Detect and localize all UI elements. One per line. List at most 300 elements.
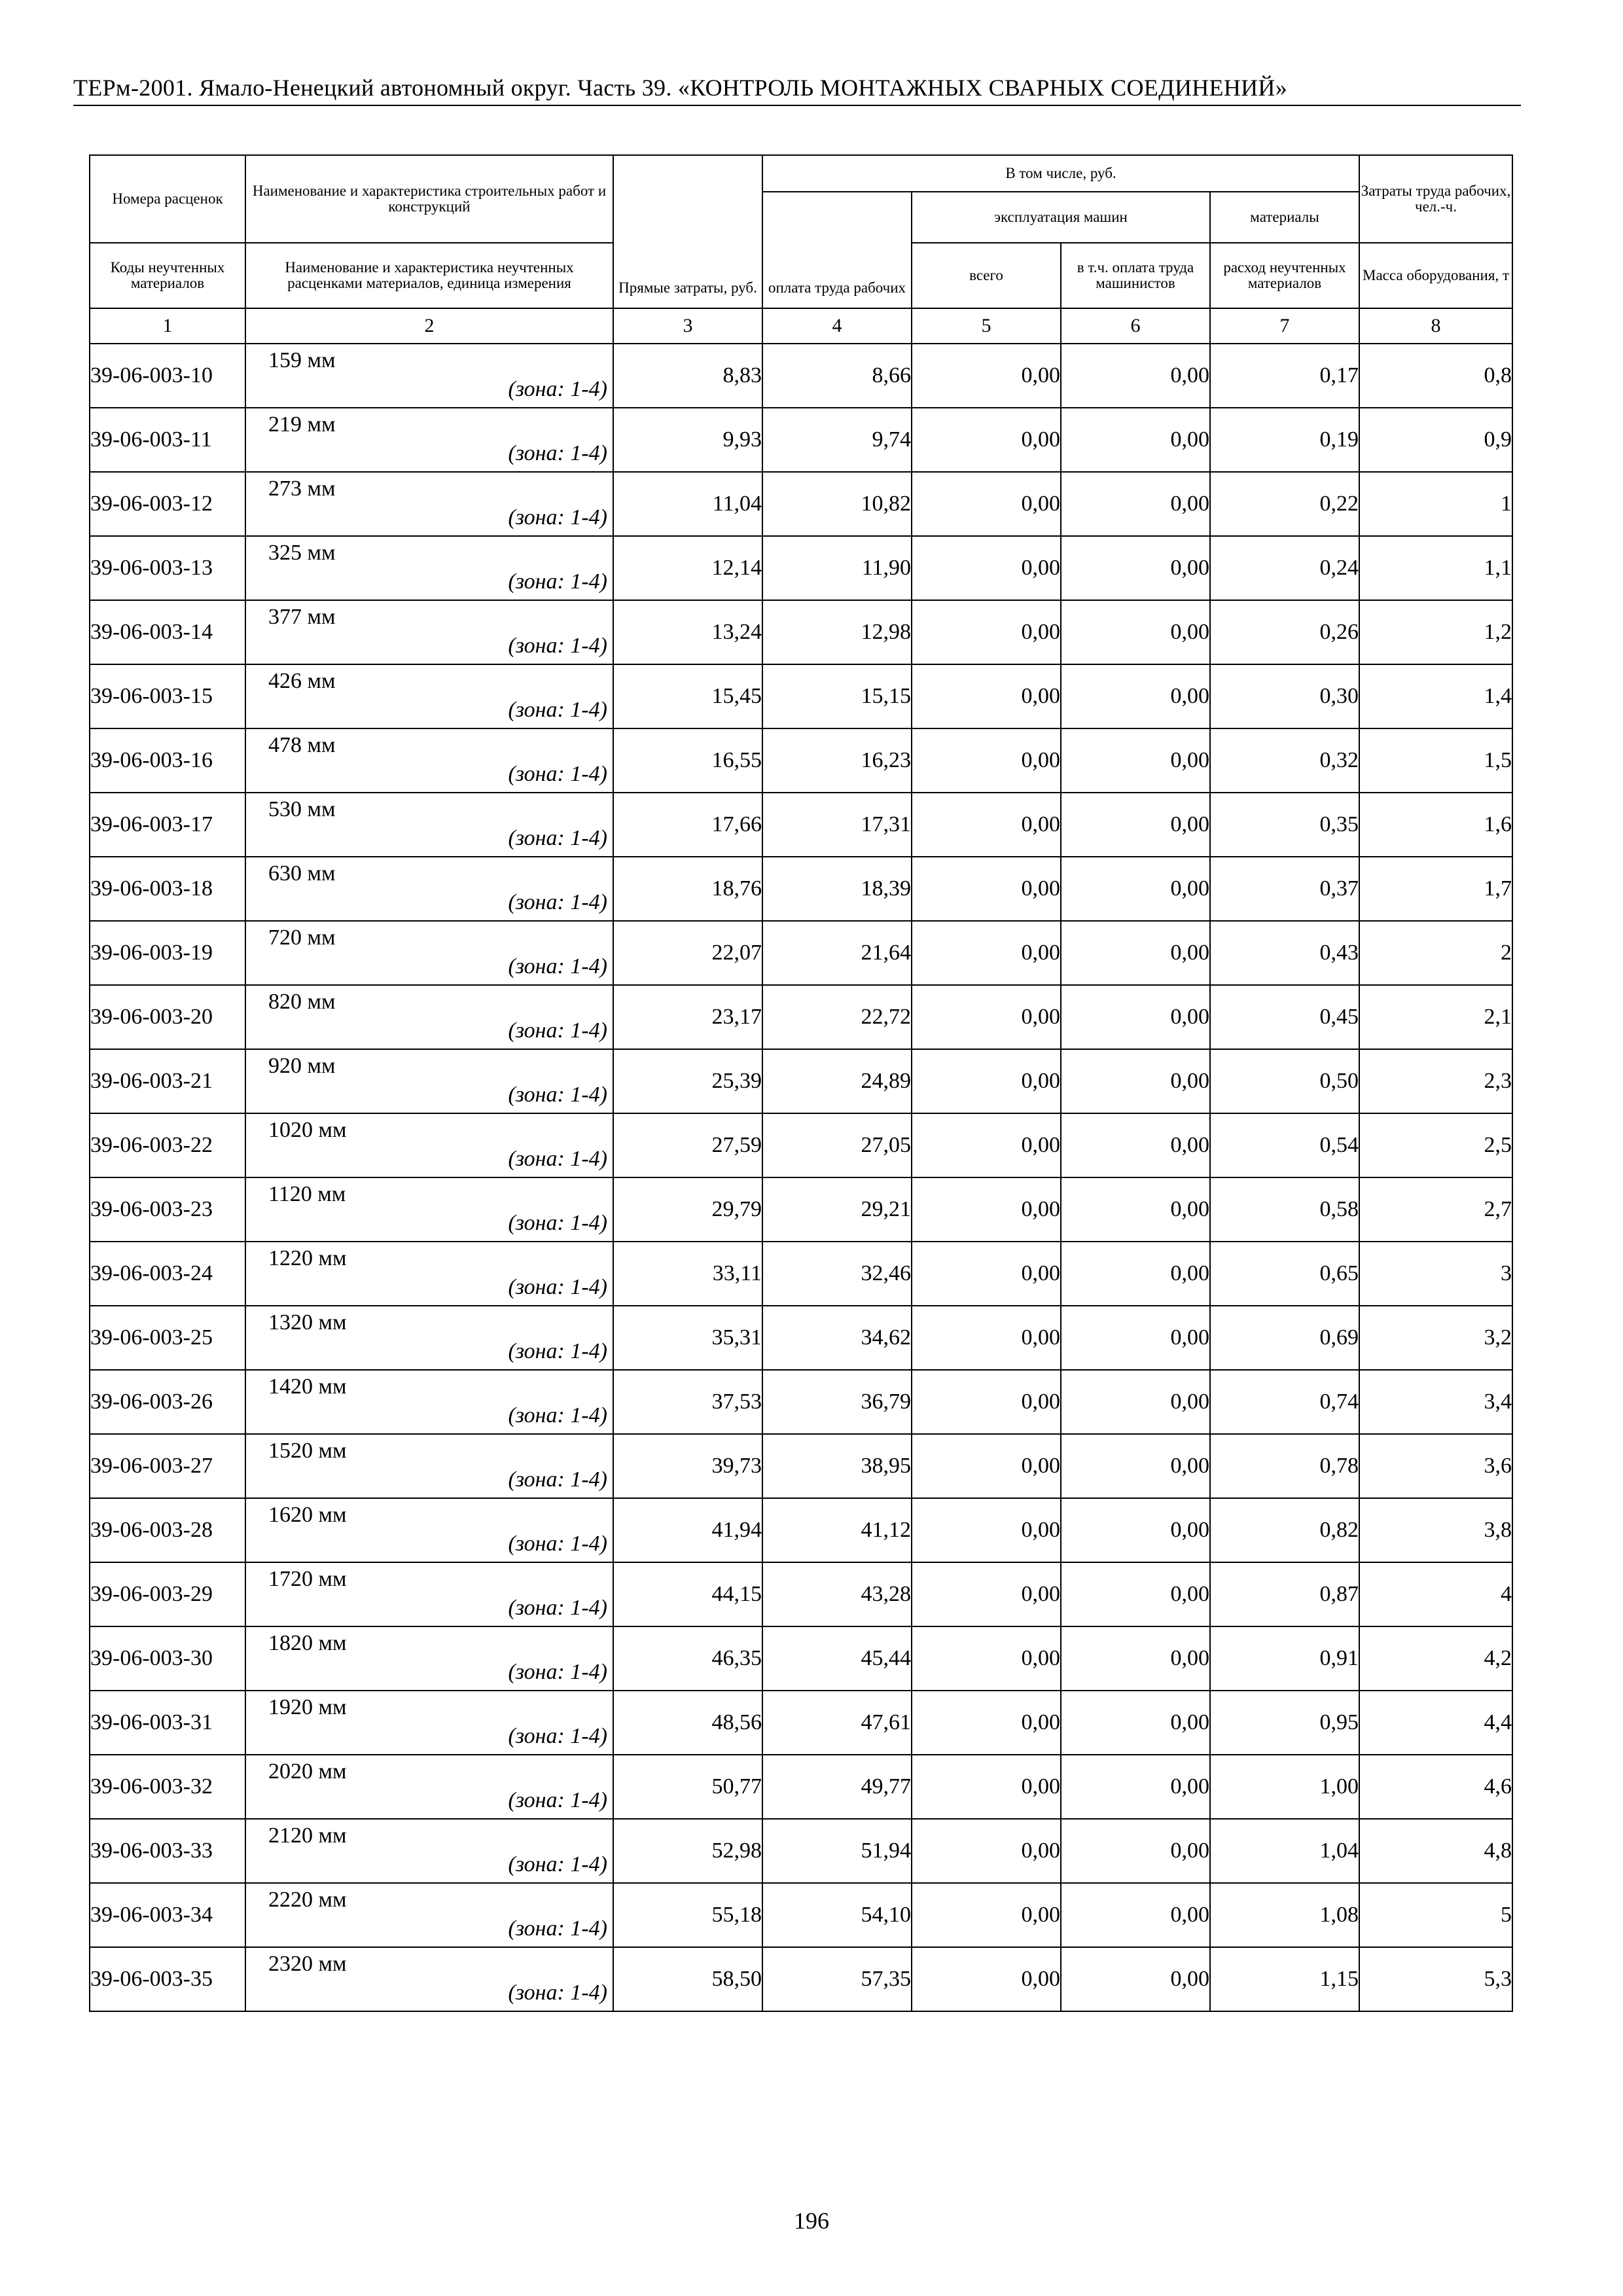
table-row (90, 344, 1512, 408)
table-row (90, 1370, 1512, 1434)
materials-value: 0,78 (1210, 1434, 1359, 1498)
machine-operation-value: 0,00 (912, 1691, 1061, 1755)
header-work-name: Наименование и характеристика строительных работ и конструкций (245, 155, 613, 243)
work-name-cell (245, 1947, 613, 2011)
pipe-diameter: 1020 мм (268, 1118, 347, 1142)
materials-value: 1,15 (1210, 1947, 1359, 2011)
table-row (90, 1049, 1512, 1113)
work-name-cell (245, 472, 613, 536)
work-name-cell (245, 664, 613, 728)
work-name-cell (245, 1049, 613, 1113)
zone-label: (зона: 1-4) (508, 1403, 607, 1427)
work-name-cell (245, 1755, 613, 1819)
direct-costs-value: 55,18 (613, 1883, 762, 1947)
machine-operation-value: 0,00 (912, 344, 1061, 408)
machine-operation-value: 0,00 (912, 1819, 1061, 1883)
materials-value: 0,26 (1210, 600, 1359, 664)
materials-value: 0,91 (1210, 1626, 1359, 1691)
machinist-pay-value: 0,00 (1061, 1947, 1210, 2011)
work-name-cell (245, 536, 613, 600)
rate-code: 39-06-003-16 (90, 728, 245, 793)
header-labor-pay: оплата труда рабочих (762, 192, 912, 308)
table-row (90, 1947, 1512, 2011)
page-header: ТЕРм-2001. Ямало-Ненецкий автономный округ. Часть 39. «КОНТРОЛЬ МОНТАЖНЫХ СВАРНЫХ СОЕДИНЕНИЙ» (73, 75, 1288, 101)
column-number: 5 (912, 308, 1061, 344)
work-name-cell (245, 600, 613, 664)
column-number: 4 (762, 308, 912, 344)
table-row (90, 1883, 1512, 1947)
table-row (90, 1755, 1512, 1819)
header-unaccounted-consumption: расход неучтенных материалов (1210, 243, 1359, 308)
table-row (90, 472, 1512, 536)
materials-value: 0,35 (1210, 793, 1359, 857)
table-row (90, 664, 1512, 728)
pipe-diameter: 219 мм (268, 412, 336, 437)
zone-label: (зона: 1-4) (508, 1852, 607, 1876)
materials-value: 1,04 (1210, 1819, 1359, 1883)
labor-costs-value: 3 (1359, 1242, 1512, 1306)
pipe-diameter: 2320 мм (268, 1952, 347, 1976)
zone-label: (зона: 1-4) (508, 1211, 607, 1235)
labor-pay-value: 41,12 (762, 1498, 912, 1562)
work-name-cell (245, 1562, 613, 1626)
pipe-diameter: 1420 мм (268, 1374, 347, 1399)
machine-operation-value: 0,00 (912, 1498, 1061, 1562)
pipe-diameter: 325 мм (268, 541, 336, 565)
column-number: 8 (1359, 308, 1512, 344)
labor-pay-value: 36,79 (762, 1370, 912, 1434)
table-row (90, 1434, 1512, 1498)
zone-label: (зона: 1-4) (508, 1018, 607, 1043)
work-name-cell (245, 408, 613, 472)
table-row (90, 408, 1512, 472)
machinist-pay-value: 0,00 (1061, 1562, 1210, 1626)
labor-pay-value: 47,61 (762, 1691, 912, 1755)
rate-code: 39-06-003-12 (90, 472, 245, 536)
column-number: 1 (90, 308, 245, 344)
direct-costs-value: 33,11 (613, 1242, 762, 1306)
zone-label: (зона: 1-4) (508, 698, 607, 722)
machinist-pay-value: 0,00 (1061, 1370, 1210, 1434)
rate-code: 39-06-003-14 (90, 600, 245, 664)
rate-code: 39-06-003-29 (90, 1562, 245, 1626)
zone-label: (зона: 1-4) (508, 1660, 607, 1684)
machinist-pay-value: 0,00 (1061, 1819, 1210, 1883)
pipe-diameter: 920 мм (268, 1054, 336, 1078)
labor-pay-value: 15,15 (762, 664, 912, 728)
table-row (90, 1691, 1512, 1755)
labor-costs-value: 4 (1359, 1562, 1512, 1626)
labor-costs-value: 1,1 (1359, 536, 1512, 600)
direct-costs-value: 44,15 (613, 1562, 762, 1626)
header-machine-operation: эксплуатация машин (912, 192, 1210, 243)
zone-label: (зона: 1-4) (508, 1339, 607, 1363)
labor-pay-value: 32,46 (762, 1242, 912, 1306)
materials-value: 0,45 (1210, 985, 1359, 1049)
table-row (90, 728, 1512, 793)
work-name-cell (245, 1819, 613, 1883)
pipe-diameter: 1720 мм (268, 1567, 347, 1591)
labor-pay-value: 43,28 (762, 1562, 912, 1626)
table-body (90, 344, 1512, 2011)
header-direct-costs: Прямые затраты, руб. (613, 155, 762, 308)
materials-value: 0,32 (1210, 728, 1359, 793)
pipe-diameter: 1120 мм (268, 1182, 346, 1206)
zone-label: (зона: 1-4) (508, 1275, 607, 1299)
machinist-pay-value: 0,00 (1061, 1306, 1210, 1370)
zone-label: (зона: 1-4) (508, 1467, 607, 1492)
direct-costs-value: 58,50 (613, 1947, 762, 2011)
labor-costs-value: 0,8 (1359, 344, 1512, 408)
direct-costs-value: 52,98 (613, 1819, 762, 1883)
labor-pay-value: 51,94 (762, 1819, 912, 1883)
rate-code: 39-06-003-13 (90, 536, 245, 600)
machinist-pay-value: 0,00 (1061, 1177, 1210, 1242)
direct-costs-value: 11,04 (613, 472, 762, 536)
work-name-cell (245, 1306, 613, 1370)
pipe-diameter: 159 мм (268, 348, 336, 372)
header-rate-number: Номера расценок (90, 155, 245, 243)
rate-code: 39-06-003-21 (90, 1049, 245, 1113)
zone-label: (зона: 1-4) (508, 1083, 607, 1107)
zone-label: (зона: 1-4) (508, 1532, 607, 1556)
direct-costs-value: 25,39 (613, 1049, 762, 1113)
materials-value: 0,50 (1210, 1049, 1359, 1113)
header-unaccounted-codes: Коды неучтенных материалов (90, 243, 245, 308)
machine-operation-value: 0,00 (912, 1626, 1061, 1691)
labor-costs-value: 5,3 (1359, 1947, 1512, 2011)
machinist-pay-value: 0,00 (1061, 1626, 1210, 1691)
zone-label: (зона: 1-4) (508, 1147, 607, 1171)
direct-costs-value: 15,45 (613, 664, 762, 728)
labor-costs-value: 3,6 (1359, 1434, 1512, 1498)
table-row (90, 1177, 1512, 1242)
machine-operation-value: 0,00 (912, 793, 1061, 857)
machine-operation-value: 0,00 (912, 536, 1061, 600)
table-row (90, 536, 1512, 600)
machinist-pay-value: 0,00 (1061, 985, 1210, 1049)
column-number: 2 (245, 308, 613, 344)
rate-code: 39-06-003-22 (90, 1113, 245, 1177)
table-row (90, 600, 1512, 664)
labor-costs-value: 1,4 (1359, 664, 1512, 728)
labor-costs-value: 1,7 (1359, 857, 1512, 921)
machine-operation-value: 0,00 (912, 1947, 1061, 2011)
rate-code: 39-06-003-34 (90, 1883, 245, 1947)
direct-costs-value: 16,55 (613, 728, 762, 793)
table-row (90, 1626, 1512, 1691)
labor-pay-value: 34,62 (762, 1306, 912, 1370)
pipe-diameter: 720 мм (268, 925, 336, 950)
pipe-diameter: 1520 мм (268, 1439, 347, 1463)
materials-value: 1,08 (1210, 1883, 1359, 1947)
direct-costs-value: 13,24 (613, 600, 762, 664)
header-materials: материалы (1210, 192, 1359, 243)
machinist-pay-value: 0,00 (1061, 600, 1210, 664)
labor-pay-value: 11,90 (762, 536, 912, 600)
direct-costs-value: 29,79 (613, 1177, 762, 1242)
direct-costs-value: 9,93 (613, 408, 762, 472)
work-name-cell (245, 1177, 613, 1242)
machinist-pay-value: 0,00 (1061, 793, 1210, 857)
labor-pay-value: 27,05 (762, 1113, 912, 1177)
zone-label: (зона: 1-4) (508, 569, 607, 594)
header-divider (73, 105, 1521, 106)
pipe-diameter: 2120 мм (268, 1823, 347, 1848)
pipe-diameter: 2020 мм (268, 1759, 347, 1784)
machinist-pay-value: 0,00 (1061, 344, 1210, 408)
zone-label: (зона: 1-4) (508, 505, 607, 529)
machine-operation-value: 0,00 (912, 857, 1061, 921)
rate-code: 39-06-003-10 (90, 344, 245, 408)
rate-code: 39-06-003-24 (90, 1242, 245, 1306)
pipe-diameter: 630 мм (268, 861, 336, 886)
labor-pay-value: 8,66 (762, 344, 912, 408)
machinist-pay-value: 0,00 (1061, 857, 1210, 921)
table-row (90, 1819, 1512, 1883)
labor-costs-value: 2,3 (1359, 1049, 1512, 1113)
materials-value: 0,69 (1210, 1306, 1359, 1370)
materials-value: 0,65 (1210, 1242, 1359, 1306)
zone-label: (зона: 1-4) (508, 441, 607, 465)
machinist-pay-value: 0,00 (1061, 1755, 1210, 1819)
machinist-pay-value: 0,00 (1061, 408, 1210, 472)
header-equipment-mass: Масса оборудования, т (1359, 243, 1512, 308)
machinist-pay-value: 0,00 (1061, 1883, 1210, 1947)
page-number: 196 (794, 2208, 829, 2234)
labor-pay-value: 12,98 (762, 600, 912, 664)
machine-operation-value: 0,00 (912, 1049, 1061, 1113)
work-name-cell (245, 344, 613, 408)
rate-code: 39-06-003-27 (90, 1434, 245, 1498)
machine-operation-value: 0,00 (912, 472, 1061, 536)
pipe-diameter: 1920 мм (268, 1695, 347, 1719)
header-incl-machinist-pay: в т.ч. оплата труда машинистов (1061, 243, 1210, 308)
zone-label: (зона: 1-4) (508, 1981, 607, 2005)
work-name-cell (245, 985, 613, 1049)
machine-operation-value: 0,00 (912, 728, 1061, 793)
pipe-diameter: 820 мм (268, 990, 336, 1014)
table-row (90, 985, 1512, 1049)
machine-operation-value: 0,00 (912, 1113, 1061, 1177)
pipe-diameter: 2220 мм (268, 1888, 347, 1912)
zone-label: (зона: 1-4) (508, 634, 607, 658)
work-name-cell (245, 1883, 613, 1947)
labor-pay-value: 57,35 (762, 1947, 912, 2011)
labor-costs-value: 2 (1359, 921, 1512, 985)
direct-costs-value: 12,14 (613, 536, 762, 600)
work-name-cell (245, 921, 613, 985)
work-name-cell (245, 1370, 613, 1434)
labor-costs-value: 4,2 (1359, 1626, 1512, 1691)
work-name-cell (245, 1113, 613, 1177)
labor-costs-value: 5 (1359, 1883, 1512, 1947)
rates-table (89, 154, 1513, 2012)
work-name-cell (245, 1691, 613, 1755)
labor-pay-value: 49,77 (762, 1755, 912, 1819)
labor-pay-value: 17,31 (762, 793, 912, 857)
zone-label: (зона: 1-4) (508, 954, 607, 978)
machinist-pay-value: 0,00 (1061, 1434, 1210, 1498)
labor-costs-value: 1,6 (1359, 793, 1512, 857)
direct-costs-value: 50,77 (613, 1755, 762, 1819)
materials-value: 0,95 (1210, 1691, 1359, 1755)
machinist-pay-value: 0,00 (1061, 1691, 1210, 1755)
labor-pay-value: 21,64 (762, 921, 912, 985)
pipe-diameter: 273 мм (268, 476, 336, 501)
table-row (90, 1113, 1512, 1177)
materials-value: 0,37 (1210, 857, 1359, 921)
materials-value: 0,22 (1210, 472, 1359, 536)
materials-value: 0,54 (1210, 1113, 1359, 1177)
labor-costs-value: 3,8 (1359, 1498, 1512, 1562)
zone-label: (зона: 1-4) (508, 1788, 607, 1812)
work-name-cell (245, 1498, 613, 1562)
labor-costs-value: 2,1 (1359, 985, 1512, 1049)
direct-costs-value: 37,53 (613, 1370, 762, 1434)
labor-pay-value: 24,89 (762, 1049, 912, 1113)
machinist-pay-value: 0,00 (1061, 1498, 1210, 1562)
rate-code: 39-06-003-31 (90, 1691, 245, 1755)
machinist-pay-value: 0,00 (1061, 1113, 1210, 1177)
work-name-cell (245, 1242, 613, 1306)
labor-pay-value: 22,72 (762, 985, 912, 1049)
materials-value: 1,00 (1210, 1755, 1359, 1819)
machinist-pay-value: 0,00 (1061, 1242, 1210, 1306)
machinist-pay-value: 0,00 (1061, 921, 1210, 985)
zone-label: (зона: 1-4) (508, 377, 607, 401)
machinist-pay-value: 0,00 (1061, 664, 1210, 728)
table-row (90, 1306, 1512, 1370)
work-name-cell (245, 1434, 613, 1498)
labor-costs-value: 0,9 (1359, 408, 1512, 472)
work-name-cell (245, 1626, 613, 1691)
zone-label: (зона: 1-4) (508, 826, 607, 850)
rate-code: 39-06-003-32 (90, 1755, 245, 1819)
rate-code: 39-06-003-15 (90, 664, 245, 728)
header-labor-costs: Затраты труда рабочих, чел.-ч. (1359, 155, 1512, 243)
labor-costs-value: 3,4 (1359, 1370, 1512, 1434)
header-including: В том числе, руб. (762, 155, 1359, 192)
machine-operation-value: 0,00 (912, 1242, 1061, 1306)
machine-operation-value: 0,00 (912, 921, 1061, 985)
labor-pay-value: 45,44 (762, 1626, 912, 1691)
labor-costs-value: 4,4 (1359, 1691, 1512, 1755)
labor-pay-value: 10,82 (762, 472, 912, 536)
labor-pay-value: 29,21 (762, 1177, 912, 1242)
labor-pay-value: 9,74 (762, 408, 912, 472)
pipe-diameter: 426 мм (268, 669, 336, 693)
machine-operation-value: 0,00 (912, 1434, 1061, 1498)
table-row (90, 921, 1512, 985)
direct-costs-value: 41,94 (613, 1498, 762, 1562)
rate-code: 39-06-003-33 (90, 1819, 245, 1883)
machine-operation-value: 0,00 (912, 664, 1061, 728)
rate-code: 39-06-003-18 (90, 857, 245, 921)
zone-label: (зона: 1-4) (508, 762, 607, 786)
machinist-pay-value: 0,00 (1061, 728, 1210, 793)
column-number: 7 (1210, 308, 1359, 344)
rate-code: 39-06-003-23 (90, 1177, 245, 1242)
rate-code: 39-06-003-35 (90, 1947, 245, 2011)
table-row (90, 1498, 1512, 1562)
direct-costs-value: 22,07 (613, 921, 762, 985)
machine-operation-value: 0,00 (912, 1755, 1061, 1819)
labor-pay-value: 54,10 (762, 1883, 912, 1947)
zone-label: (зона: 1-4) (508, 1916, 607, 1941)
column-number: 3 (613, 308, 762, 344)
pipe-diameter: 1620 мм (268, 1503, 347, 1527)
direct-costs-value: 18,76 (613, 857, 762, 921)
materials-value: 0,87 (1210, 1562, 1359, 1626)
rate-code: 39-06-003-20 (90, 985, 245, 1049)
machine-operation-value: 0,00 (912, 408, 1061, 472)
pipe-diameter: 1220 мм (268, 1246, 347, 1270)
direct-costs-value: 8,83 (613, 344, 762, 408)
table-row (90, 857, 1512, 921)
rate-code: 39-06-003-30 (90, 1626, 245, 1691)
labor-costs-value: 2,7 (1359, 1177, 1512, 1242)
machinist-pay-value: 0,00 (1061, 1049, 1210, 1113)
materials-value: 0,19 (1210, 408, 1359, 472)
machinist-pay-value: 0,00 (1061, 536, 1210, 600)
pipe-diameter: 478 мм (268, 733, 336, 757)
table-row (90, 1242, 1512, 1306)
table-row (90, 793, 1512, 857)
header-unaccounted-name: Наименование и характеристика неучтенных расценками материалов, единица измерения (245, 243, 613, 308)
direct-costs-value: 39,73 (613, 1434, 762, 1498)
work-name-cell (245, 793, 613, 857)
labor-costs-value: 1,2 (1359, 600, 1512, 664)
labor-costs-value: 4,6 (1359, 1755, 1512, 1819)
materials-value: 0,74 (1210, 1370, 1359, 1434)
rate-code: 39-06-003-26 (90, 1370, 245, 1434)
work-name-cell (245, 857, 613, 921)
direct-costs-value: 27,59 (613, 1113, 762, 1177)
labor-costs-value: 2,5 (1359, 1113, 1512, 1177)
direct-costs-value: 48,56 (613, 1691, 762, 1755)
machinist-pay-value: 0,00 (1061, 472, 1210, 536)
work-name-cell (245, 728, 613, 793)
rate-code: 39-06-003-17 (90, 793, 245, 857)
materials-value: 0,30 (1210, 664, 1359, 728)
labor-costs-value: 3,2 (1359, 1306, 1512, 1370)
pipe-diameter: 530 мм (268, 797, 336, 821)
machine-operation-value: 0,00 (912, 1562, 1061, 1626)
table-row (90, 1562, 1512, 1626)
header-total: всего (912, 243, 1061, 308)
direct-costs-value: 35,31 (613, 1306, 762, 1370)
rate-code: 39-06-003-11 (90, 408, 245, 472)
zone-label: (зона: 1-4) (508, 1724, 607, 1748)
materials-value: 0,58 (1210, 1177, 1359, 1242)
materials-value: 0,43 (1210, 921, 1359, 985)
direct-costs-value: 17,66 (613, 793, 762, 857)
rate-code: 39-06-003-28 (90, 1498, 245, 1562)
direct-costs-value: 46,35 (613, 1626, 762, 1691)
machine-operation-value: 0,00 (912, 1306, 1061, 1370)
machine-operation-value: 0,00 (912, 1370, 1061, 1434)
machine-operation-value: 0,00 (912, 600, 1061, 664)
materials-value: 0,82 (1210, 1498, 1359, 1562)
rate-code: 39-06-003-19 (90, 921, 245, 985)
pipe-diameter: 377 мм (268, 605, 336, 629)
zone-label: (зона: 1-4) (508, 1596, 607, 1620)
machine-operation-value: 0,00 (912, 985, 1061, 1049)
labor-costs-value: 4,8 (1359, 1819, 1512, 1883)
direct-costs-value: 23,17 (613, 985, 762, 1049)
materials-value: 0,17 (1210, 344, 1359, 408)
